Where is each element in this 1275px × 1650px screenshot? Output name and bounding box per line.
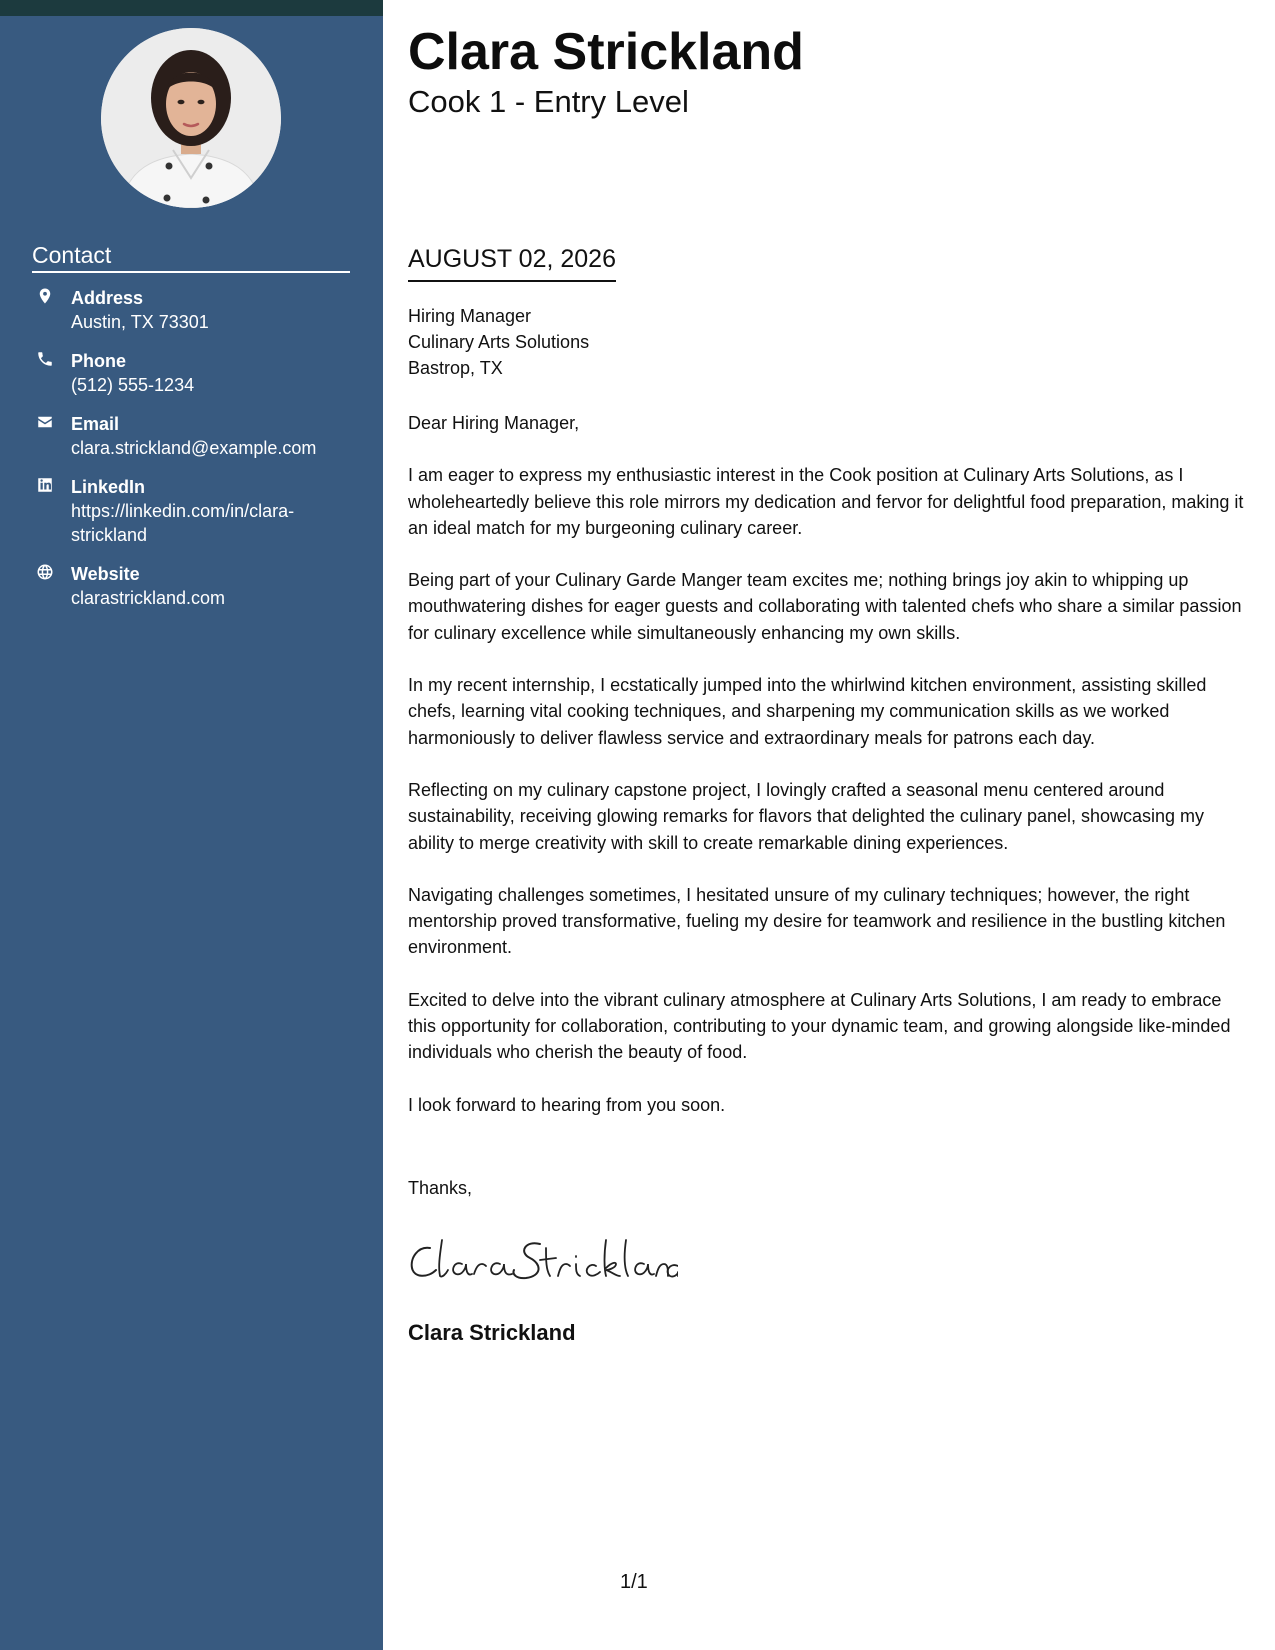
closing: Thanks, xyxy=(408,1178,473,1198)
linkedin-icon xyxy=(32,476,58,498)
linkedin-value: https://linkedin.com/in/clara-strickland xyxy=(71,501,295,545)
signer-name: Clara Strickland xyxy=(408,1320,576,1345)
recipient-line: Hiring Manager xyxy=(408,306,532,326)
body-paragraph: I am eager to express my enthusiastic interest in the Cook position at Culinary Arts Solutions, as I wholeheartedly believe this role mirrors my dedication and fervor for delightful food preparation, making it an ideal match for my burgeoning culinary career. xyxy=(408,465,1244,538)
contact-heading-text: Contact xyxy=(32,242,112,268)
phone-value: (512) 555-1234 xyxy=(71,375,195,395)
address-label: Address xyxy=(71,288,144,308)
applicant-name: Clara Strickland xyxy=(408,23,804,81)
website-value: clarastrickland.com xyxy=(71,588,226,608)
handwritten-signature xyxy=(408,1234,678,1284)
profile-photo xyxy=(101,28,281,208)
body-paragraph: Excited to delve into the vibrant culinary atmosphere at Culinary Arts Solutions, I am ready to embrace this opportunity for collaboration, contributing to your dynamic team, and growing alongside like-minded individuals who cherish the beauty of food. xyxy=(408,989,1231,1063)
chef-portrait-image xyxy=(101,28,281,208)
recipient-line: Bastrop, TX xyxy=(408,358,503,378)
body-paragraph: Reflecting on my culinary capstone project, I lovingly crafted a seasonal menu centered around sustainability, receiving glowing remarks for flavors that delighted the culinary panel, showcasing my ability to merge creativity with skill to create remarkable dining experiences. xyxy=(408,779,1205,853)
sidebar xyxy=(0,16,383,1650)
address-value: Austin, TX 73301 xyxy=(71,312,209,332)
letter-body xyxy=(408,410,1253,1144)
top-accent-bar xyxy=(0,0,383,16)
salutation: Dear Hiring Manager, xyxy=(408,413,580,433)
body-paragraph: In my recent internship, I ecstatically jumped into the whirlwind kitchen environment, assisting skilled chefs, learning vital cooking techniques, and sharpening my communication skills as we worked harmoniously to deliver flawless service and extraordinary meals for patrons each day. xyxy=(408,675,1207,748)
body-paragraph: Being part of your Culinary Garde Manger team excites me; nothing brings joy akin to whipping up mouthwatering dishes for eager guests and collaborating with talented chefs who share a similar passion for culinary excellence while simultaneously enhancing my own skills. xyxy=(408,570,1242,643)
letter-date: AUGUST 02, 2026 xyxy=(408,242,616,282)
body-paragraph: Navigating challenges sometimes, I hesitated unsure of my culinary techniques; however, the right mentorship proved transformative, fueling my desire for teamwork and resilience in the bustling kitchen environment. xyxy=(408,884,1226,958)
phone-label: Phone xyxy=(71,351,127,371)
email-value: clara.strickland@example.com xyxy=(71,438,317,458)
contact-heading xyxy=(32,242,350,273)
globe-icon xyxy=(32,563,58,585)
phone-icon xyxy=(32,350,58,372)
location-pin-icon xyxy=(32,287,58,309)
job-title: Cook 1 - Entry Level xyxy=(408,84,689,119)
recipient-block xyxy=(408,303,589,381)
email-label: Email xyxy=(71,414,120,434)
envelope-icon xyxy=(32,413,58,435)
website-label: Website xyxy=(71,564,140,584)
page-number: 1/1 xyxy=(620,1571,648,1593)
recipient-line: Culinary Arts Solutions xyxy=(408,332,590,352)
body-paragraph: I look forward to hearing from you soon. xyxy=(408,1094,726,1115)
linkedin-label: LinkedIn xyxy=(71,477,146,497)
